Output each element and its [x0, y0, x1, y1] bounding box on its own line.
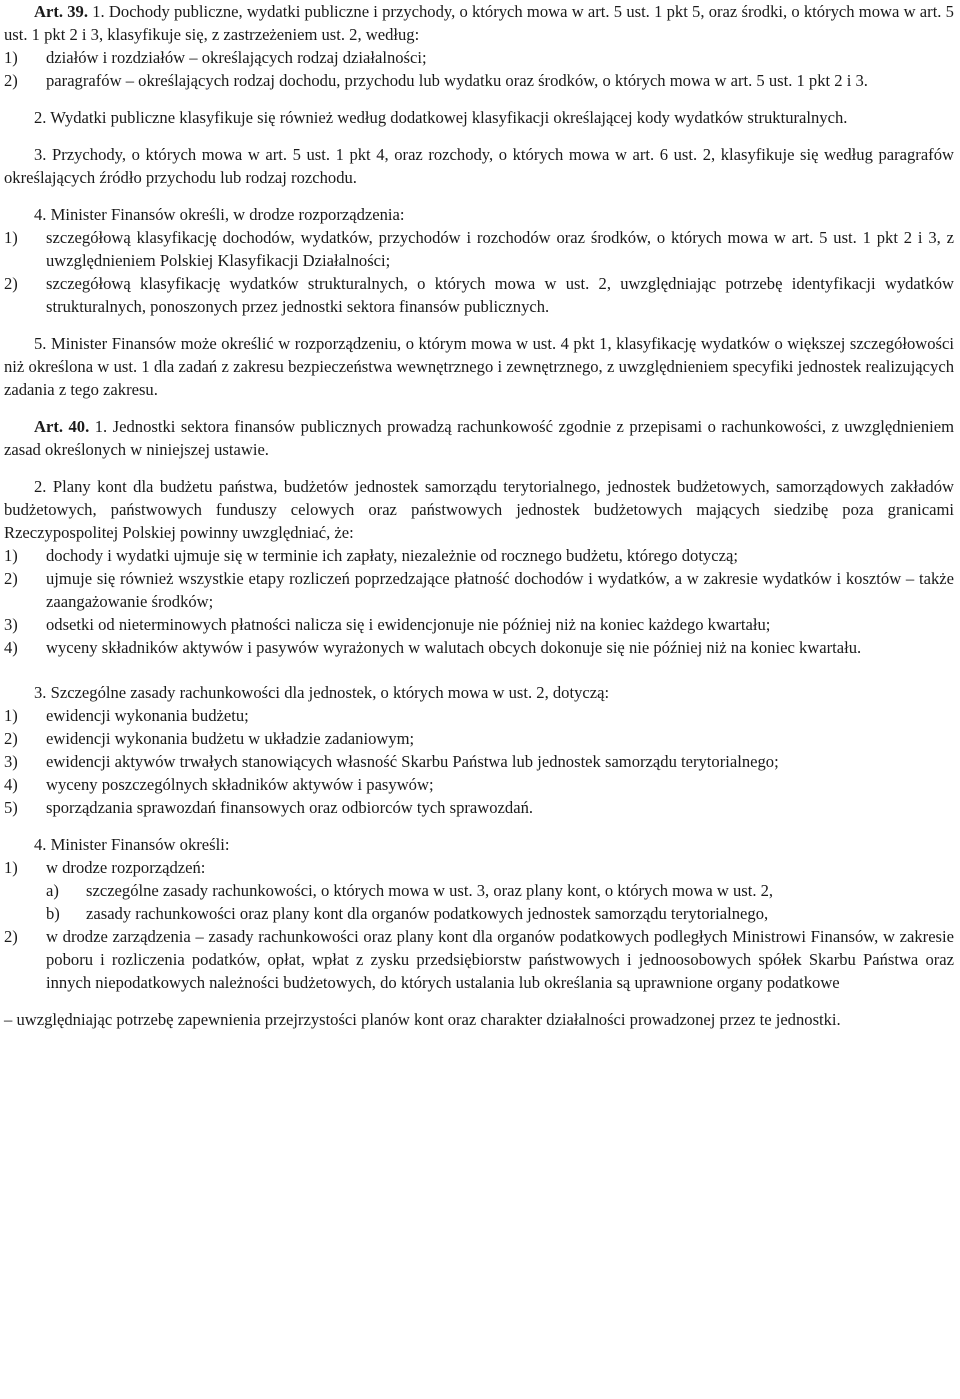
- list-item: [4, 272, 954, 318]
- item-text: sporządzania sprawozdań finansowych oraz odbiorców tych sprawozdań.: [46, 798, 534, 817]
- art39-ust5: 5. Minister Finansów może określić w rozporządzeniu, o którym mowa w ust. 4 pkt 1, klasyfikację wydatków o większej szczegółowości niż określona w ust. 1 dla zadań z zakresu bezpieczeństwa wewnętrznego i zewnętrznego, z uwzględnieniem specyfiki jednostek realizujących zadania z tego zakresu.: [4, 334, 954, 399]
- item-text: dochody i wydatki ujmuje się w terminie ich zapłaty, niezależnie od rocznego budżetu, którego dotyczą;: [46, 546, 738, 565]
- paragraph-text: 1. Jednostki sektora finansów publicznych prowadzą rachunkowość zgodnie z przepisami o rachunkowości, z uwzględnieniem zasad określonych w niniejszej ustawie.: [4, 417, 954, 459]
- list-item: [4, 773, 954, 796]
- list-item: [4, 925, 954, 994]
- list-item: [4, 796, 954, 819]
- item-number: 3): [4, 615, 18, 634]
- item-text: wyceny poszczególnych składników aktywów i pasywów;: [46, 775, 434, 794]
- article-label: Art. 40.: [34, 417, 90, 436]
- art40-ust1: [4, 415, 954, 461]
- list-item: [4, 226, 954, 272]
- sub-list-item: [4, 902, 954, 925]
- item-number: 2): [4, 569, 18, 588]
- art39-ust3: 3. Przychody, o których mowa w art. 5 ust. 1 pkt 4, oraz rozchody, o których mowa w art. 6 ust. 2, klasyfikuje się według paragrafów określających źródło przychodu lub rodzaj rozchodu.: [4, 145, 954, 187]
- item-text: szczegółową klasyfikację dochodów, wydatków, przychodów i rozchodów oraz środków, o których mowa w art. 5 ust. 1 pkt 2 i 3, z uwzględnieniem Polskiej Klasyfikacji Działalności;: [46, 228, 954, 270]
- item-text: ewidencji wykonania budżetu;: [46, 706, 249, 725]
- list-item: [4, 856, 954, 879]
- item-text: w drodze zarządzenia – zasady rachunkowości oraz plany kont dla organów podatkowych podległych Ministrowi Finansów, w zakresie poboru i rozliczenia podatków, opłat, wpłat z zysku przedsiębiorstw państwowych i jednoosobowych spółek Skarbu Państwa oraz innych niepodatkowych należności budżetowych, do których ustalania lub określania są uprawnione organy podatkowe: [46, 927, 954, 992]
- item-number: 1): [4, 858, 18, 877]
- art40-ust3: 3. Szczególne zasady rachunkowości dla jednostek, o których mowa w ust. 2, dotyczą:: [34, 683, 610, 702]
- item-number: 2): [4, 274, 18, 293]
- paragraph-text: 1. Dochody publiczne, wydatki publiczne i przychody, o których mowa w art. 5 ust. 1 pkt 5, oraz środki, o których mowa w art. 5 ust. 1 pkt 2 i 3, klasyfikuje się, z zastrzeżeniem ust. 2, według:: [4, 2, 954, 44]
- list-item: [4, 46, 954, 69]
- art39-ust2: 2. Wydatki publiczne klasyfikuje się również według dodatkowej klasyfikacji określającej kody wydatków strukturalnych.: [34, 108, 848, 127]
- item-text: ewidencji wykonania budżetu w układzie zadaniowym;: [46, 729, 415, 748]
- item-text: działów i rozdziałów – określających rodzaj działalności;: [46, 48, 427, 67]
- art40-ust4: 4. Minister Finansów określi:: [34, 835, 230, 854]
- item-number: 4): [4, 775, 18, 794]
- article-label: Art. 39.: [34, 2, 88, 21]
- item-number: 2): [4, 71, 18, 90]
- list-item: [4, 727, 954, 750]
- item-text: ewidencji aktywów trwałych stanowiących własność Skarbu Państwa lub jednostek samorządu terytorialnego;: [46, 752, 779, 771]
- list-item: [4, 613, 954, 636]
- closing-clause: – uwzględniając potrzebę zapewnienia przejrzystości planów kont oraz charakter działalności prowadzonej przez te jednostki.: [4, 1010, 841, 1029]
- item-number: 1): [4, 48, 18, 67]
- list-item: [4, 636, 954, 659]
- item-number: 1): [4, 706, 18, 725]
- item-text: w drodze rozporządzeń:: [46, 858, 206, 877]
- item-text: zasady rachunkowości oraz plany kont dla organów podatkowych jednostek samorządu terytorialnego,: [86, 904, 769, 923]
- item-number: 1): [4, 546, 18, 565]
- art39-ust1: [4, 0, 954, 46]
- item-number: 3): [4, 752, 18, 771]
- item-text: szczegółową klasyfikację wydatków strukturalnych, o których mowa w ust. 2, uwzględniając potrzebę identyfikacji wydatków strukturalnych, ponoszonych przez jednostki sektora finansów publicznych.: [46, 274, 954, 316]
- list-item: [4, 567, 954, 613]
- art39-ust4: 4. Minister Finansów określi, w drodze rozporządzenia:: [34, 205, 405, 224]
- item-number: 5): [4, 798, 18, 817]
- item-number: 2): [4, 729, 18, 748]
- item-text: ujmuje się również wszystkie etapy rozliczeń poprzedzające płatność dochodów i wydatków, a w zakresie wydatków i kosztów – także zaangażowanie środków;: [46, 569, 954, 611]
- item-number: 4): [4, 638, 18, 657]
- sub-list-item: [4, 879, 954, 902]
- list-item: [4, 544, 954, 567]
- list-item: [4, 69, 954, 92]
- item-text: wyceny składników aktywów i pasywów wyrażonych w walutach obcych dokonuje się nie później niż na koniec kwartału.: [46, 638, 862, 657]
- item-number: 1): [4, 228, 18, 247]
- item-letter: b): [46, 904, 60, 923]
- list-item: [4, 704, 954, 727]
- art40-ust2: 2. Plany kont dla budżetu państwa, budżetów jednostek samorządu terytorialnego, jednostek budżetowych, samorządowych zakładów budżetowych, państwowych funduszy celowych oraz państwowych jednostek budżetowych mających siedzibę poza granicami Rzeczypospolitej Polskiej powinny uwzględniać, że:: [4, 477, 954, 542]
- item-text: szczególne zasady rachunkowości, o których mowa w ust. 3, oraz plany kont, o których mowa w ust. 2,: [86, 881, 774, 900]
- item-letter: a): [46, 881, 59, 900]
- item-text: paragrafów – określających rodzaj dochodu, przychodu lub wydatku oraz środków, o których mowa w art. 5 ust. 1 pkt 2 i 3.: [46, 71, 868, 90]
- item-text: odsetki od nieterminowych płatności nalicza się i ewidencjonuje nie później niż na koniec każdego kwartału;: [46, 615, 771, 634]
- list-item: [4, 750, 954, 773]
- item-number: 2): [4, 927, 18, 946]
